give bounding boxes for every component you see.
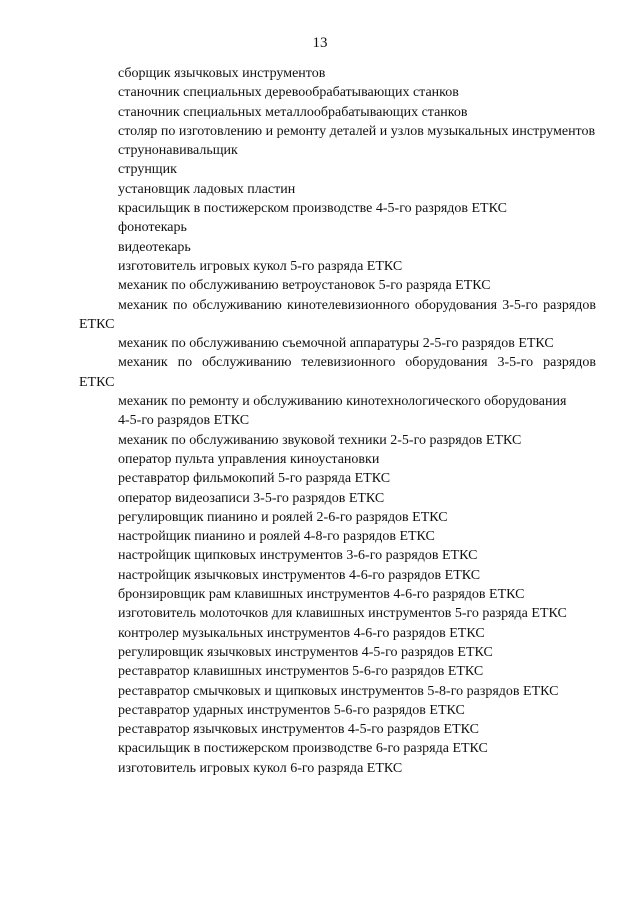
document-body: [79, 64, 596, 778]
list-item: фонотекарь: [118, 220, 187, 236]
list-item: видеотекарь: [118, 239, 191, 255]
list-item: струнонавивальщик: [118, 143, 238, 159]
list-item: столяр по изготовлению и ремонту деталей и узлов музыкальных инструментов: [118, 123, 596, 139]
list-item: настройщик пианино и роялей 4-8-го разрядов ЕТКС: [118, 529, 435, 545]
list-item: красильщик в постижерском производстве 4-5-го разрядов ЕТКС: [118, 201, 507, 217]
list-item: механик по обслуживанию телевизионного оборудования 3-5-го разрядов ЕТКС: [79, 355, 596, 390]
list-item: бронзировщик рам клавишных инструментов 4-6-го разрядов ЕТКС: [118, 587, 525, 603]
list-item: механик по обслуживанию съемочной аппаратуры 2-5-го разрядов ЕТКС: [118, 336, 554, 352]
list-item: механик по ремонту и обслуживанию кинотехнологического оборудования: [118, 394, 567, 410]
list-item: станочник специальных металлообрабатывающих станков: [118, 104, 468, 120]
list-item: настройщик щипковых инструментов 3-6-го разрядов ЕТКС: [118, 548, 478, 564]
list-item: красильщик в постижерском производстве 6-го разряда ЕТКС: [118, 741, 488, 757]
list-item: изготовитель игровых кукол 6-го разряда ЕТКС: [118, 760, 403, 776]
list-item: изготовитель игровых кукол 5-го разряда ЕТКС: [118, 258, 403, 274]
list-item: реставратор фильмокопий 5-го разряда ЕТКС: [118, 471, 391, 487]
list-item: настройщик язычковых инструментов 4-6-го разрядов ЕТКС: [118, 567, 481, 583]
list-item: сборщик язычковых инструментов: [118, 66, 326, 81]
list-item: оператор пульта управления киноустановки: [118, 451, 380, 467]
list-item: 4-5-го разрядов ЕТКС: [118, 413, 250, 429]
list-item: регулировщик пианино и роялей 2-6-го разрядов ЕТКС: [118, 509, 448, 525]
list-item: оператор видеозаписи 3-5-го разрядов ЕТКС: [118, 490, 385, 506]
list-item: установщик ладовых пластин: [118, 181, 296, 197]
list-item: изготовитель молоточков для клавишных инструментов 5-го разряда ЕТКС: [118, 606, 567, 622]
list-item: механик по обслуживанию ветроустановок 5-го разряда ЕТКС: [118, 278, 491, 294]
page-number: 13: [312, 35, 328, 51]
list-item: станочник специальных деревообрабатывающих станков: [118, 85, 459, 101]
list-item: реставратор ударных инструментов 5-6-го разрядов ЕТКС: [118, 702, 465, 718]
list-item: регулировщик язычковых инструментов 4-5-го разрядов ЕТКС: [118, 644, 493, 660]
list-item: струнщик: [118, 162, 177, 178]
list-item: реставратор клавишных инструментов 5-6-го разрядов ЕТКС: [118, 664, 484, 680]
list-item: реставратор язычковых инструментов 4-5-го разрядов ЕТКС: [118, 722, 479, 738]
list-item: механик по обслуживанию кинотелевизионного оборудования 3-5-го разрядов ЕТКС: [79, 297, 596, 332]
list-item: контролер музыкальных инструментов 4-6-го разрядов ЕТКС: [118, 625, 485, 641]
list-item: реставратор смычковых и щипковых инструментов 5-8-го разрядов ЕТКС: [118, 683, 559, 699]
list-item: механик по обслуживанию звуковой техники 2-5-го разрядов ЕТКС: [118, 432, 522, 448]
